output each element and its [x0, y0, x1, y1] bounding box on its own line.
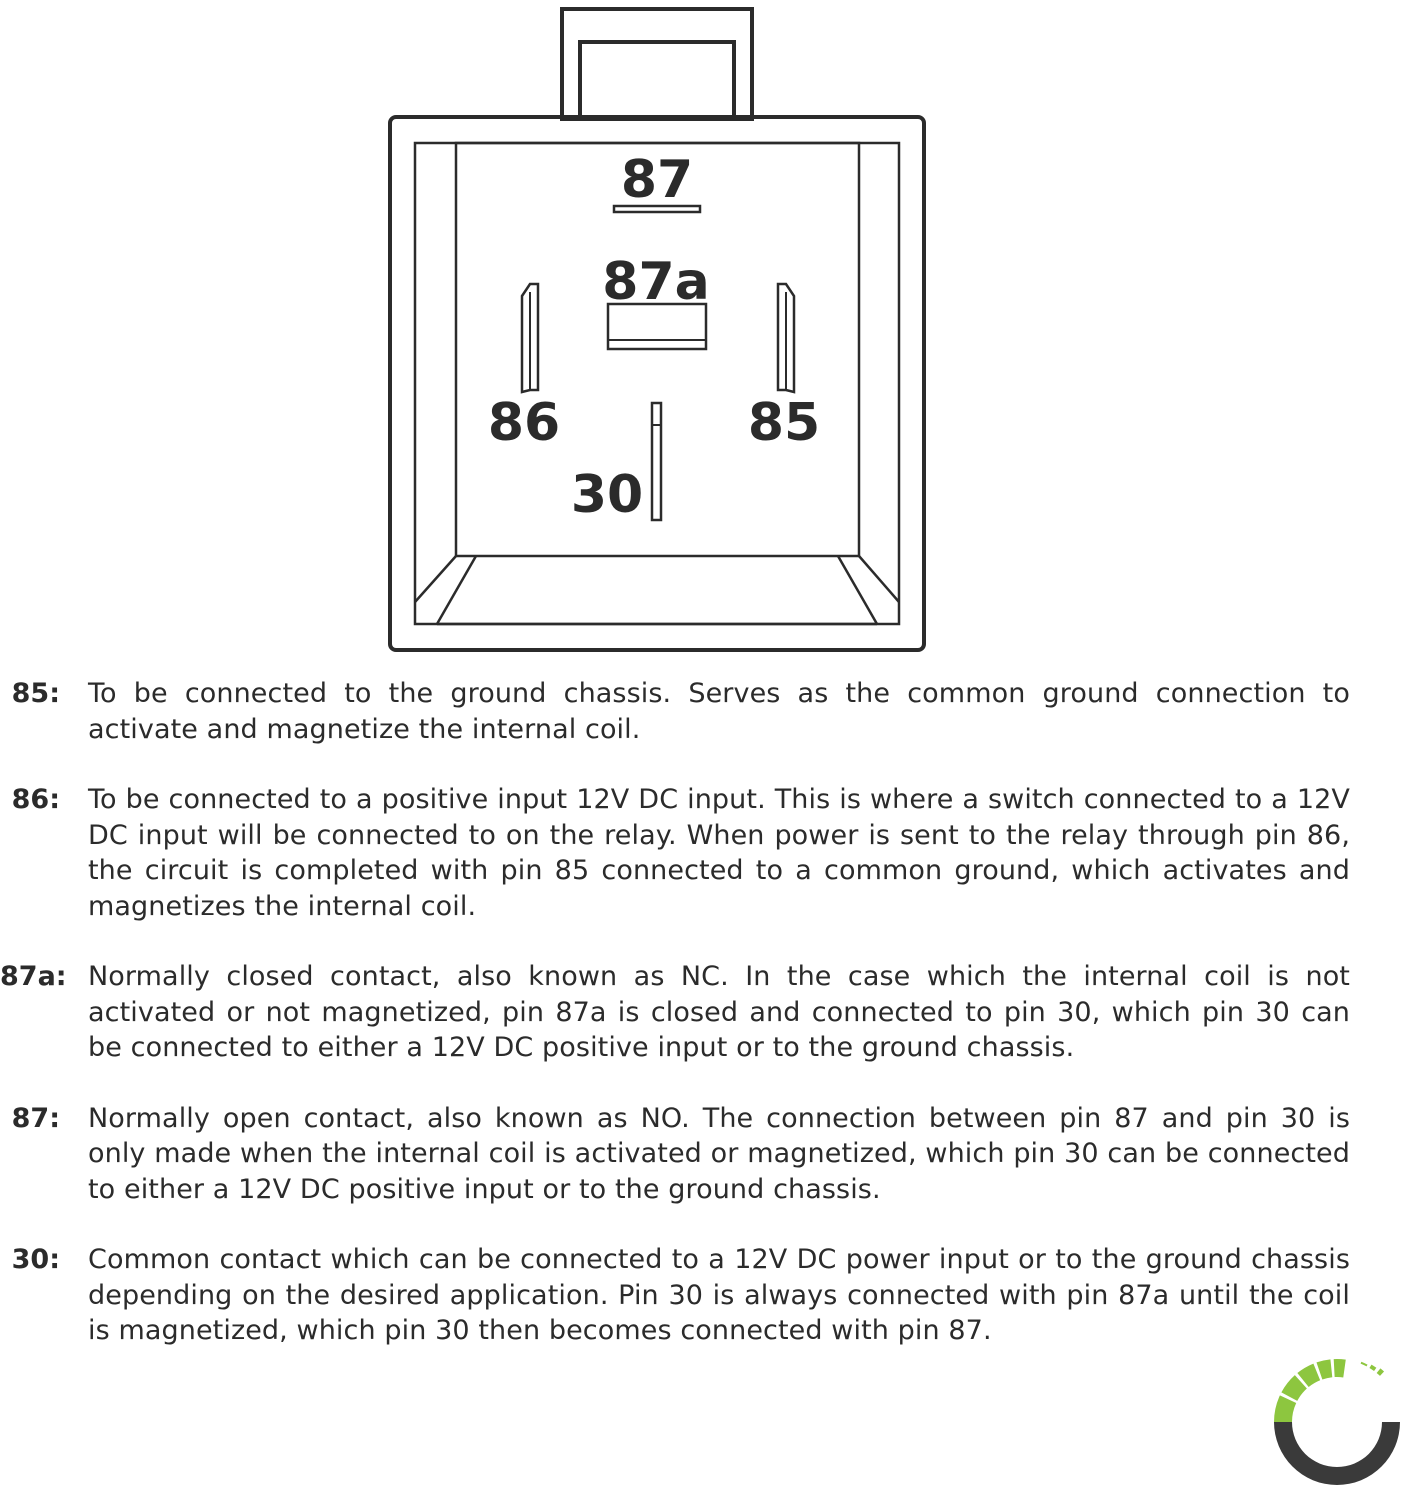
logo-green-segment [1274, 1395, 1296, 1422]
logo-green-segment [1349, 1360, 1357, 1362]
relay-bevel-left-2 [437, 556, 476, 624]
pin-description-text: To be connected to a positive input 12V DC input. This is where a switch connected to a 12V DC input will be connected to on the relay. When power is sent to the relay through pin 86, the circuit is completed with pin 85 connected to a common ground, which activates and magnetizes the internal coil. [88, 784, 1350, 922]
pin-description-text: Common contact which can be connected to a 12V DC power input or to the ground chassis depending on the desired application. Pin 30 is always connected with pin 87a until the coil is magnetized, which pin 30 then becomes connected with pin 87. [88, 1244, 1350, 1346]
pin-description-text: Normally closed contact, also known as NC. In the case which the internal coil is not activated or not magnetized, pin 87a is closed and connected to pin 30, which pin 30 can be connected to either a 12V DC positive input or to the ground chassis. [88, 961, 1350, 1063]
pin-87a-label: 87a [602, 252, 710, 312]
logo-green-segment [1369, 1365, 1376, 1371]
pin-description-text: Normally open contact, also known as NO. The connection between pin 87 and pin 30 is only made when the internal coil is activated or magnetized, which pin 30 can be connected to either a 12V DC positive input or to the ground chassis. [88, 1102, 1350, 1205]
logo-green-segments [1274, 1359, 1384, 1422]
pin-description-85 [0, 676, 1360, 747]
logo-green-segment [1316, 1359, 1332, 1379]
pin-86-label: 86 [487, 393, 561, 453]
pin-description-label: 30: [11, 1244, 60, 1275]
pin-description-text: To be connected to the ground chassis. Serves as the common ground connection to activate and magnetize the internal coil. [88, 678, 1350, 745]
logo-dark-arc [1274, 1422, 1400, 1485]
relay-top-tab [562, 9, 752, 119]
logo-green-segment [1361, 1362, 1368, 1367]
pin-description-label: 86: [11, 784, 60, 815]
pin-description-30 [0, 1242, 1360, 1349]
pin-description-label: 87a: [0, 961, 67, 992]
pin-description-list [0, 676, 1360, 1384]
pin-description-87a [0, 959, 1360, 1066]
relay-top-tab-inner [580, 42, 734, 119]
logo-green-segment [1377, 1368, 1384, 1376]
relay-bevel-right [859, 556, 899, 602]
logo-green-segment [1334, 1359, 1346, 1377]
pin-description-86 [0, 782, 1360, 924]
pin-description-label: 87: [11, 1102, 60, 1134]
brand-ring-logo-icon [1262, 1350, 1412, 1495]
relay-inner-frame [415, 143, 899, 624]
pin-87-label: 87 [620, 150, 694, 210]
pin-30-label: 30 [570, 465, 644, 525]
relay-diagram [0, 0, 1419, 660]
pin-30-terminal [652, 403, 661, 520]
pin-description-label: 85: [11, 678, 60, 709]
relay-bevel-right-2 [838, 556, 877, 624]
pin-85-label: 85 [747, 393, 821, 453]
pin-description-87 [0, 1101, 1360, 1208]
relay-bevel-left [415, 556, 456, 602]
